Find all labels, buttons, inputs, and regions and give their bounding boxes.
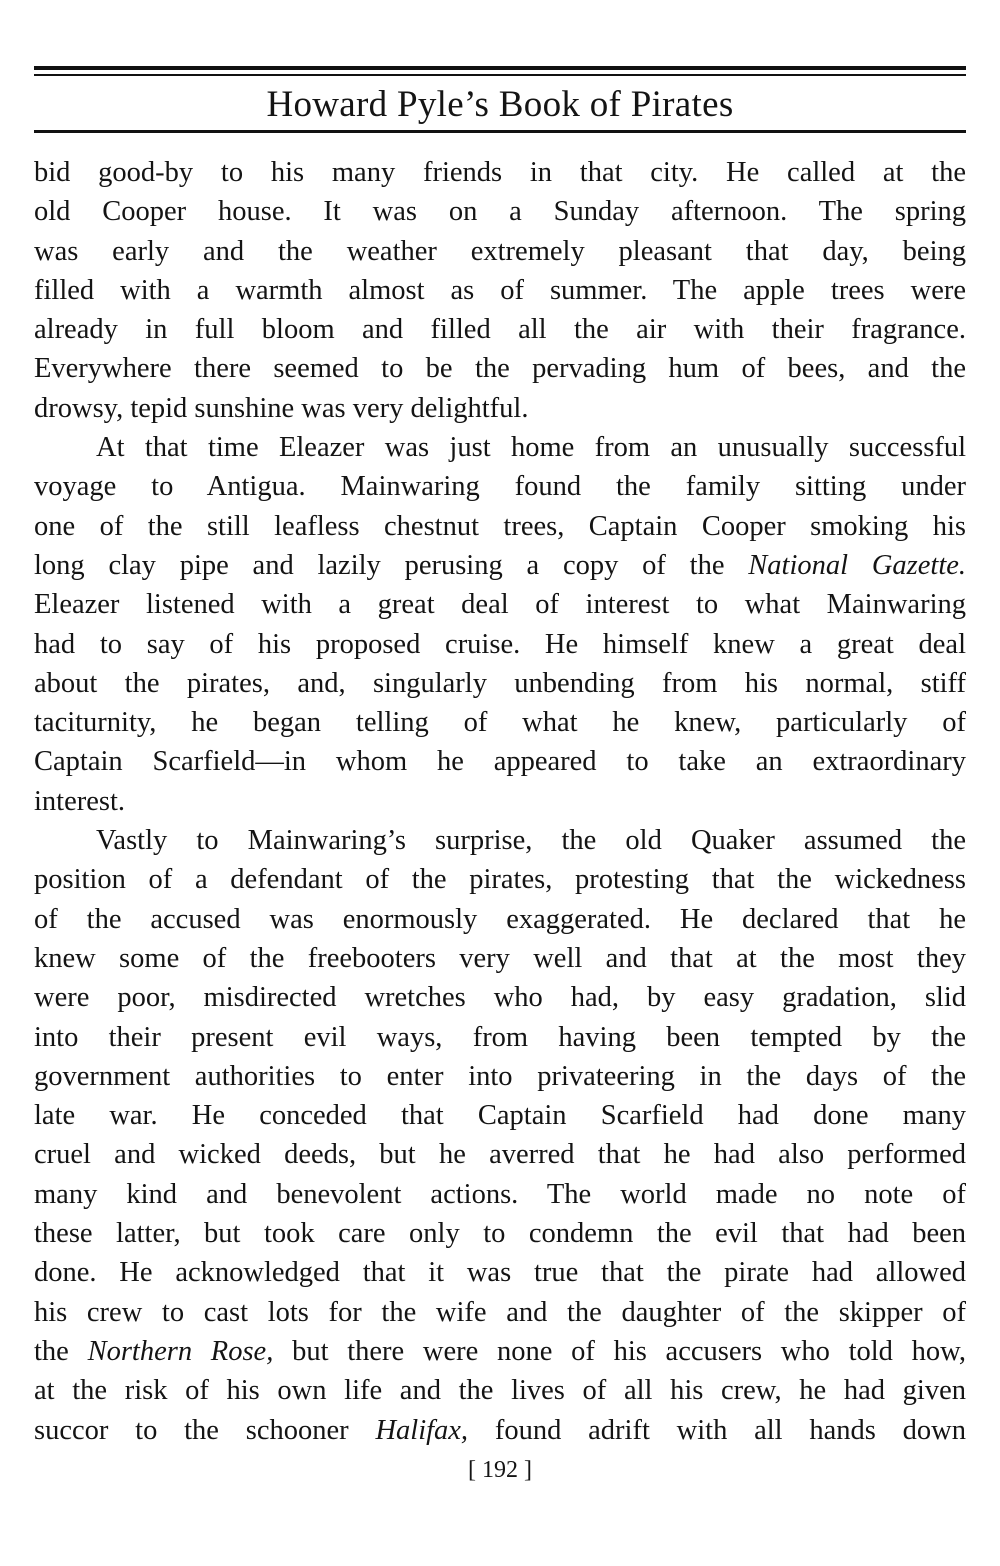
- text-line: old Cooper house. It was on a Sunday afternoon. The spring: [34, 196, 966, 228]
- paragraph-1: [34, 153, 966, 428]
- text-line: these latter, but took care only to condemn the evil that had been: [34, 1218, 966, 1250]
- text-line: of the accused was enormously exaggerated. He declared that he: [34, 903, 966, 935]
- text-line: drowsy, tepid sunshine was very delightful.: [34, 392, 529, 424]
- text-line: at the risk of his own life and the lives of all his crew, he had given: [34, 1375, 966, 1407]
- newspaper-title: National Gazette.: [748, 549, 967, 581]
- text-segment: long clay pipe and lazily perusing a copy of the: [34, 549, 725, 581]
- text-line: Vastly to Mainwaring’s surprise, the old Quaker assumed the: [96, 825, 966, 857]
- text-line: cruel and wicked deeds, but he averred that he had also performed: [34, 1139, 966, 1171]
- text-line: was early and the weather extremely pleasant that day, being: [34, 235, 966, 267]
- text-line: government authorities to enter into privateering in the days of the: [34, 1060, 966, 1092]
- ship-name: Northern Rose,: [87, 1335, 274, 1367]
- text-line: Eleazer listened with a great deal of interest to what Mainwaring: [34, 589, 966, 621]
- header-underline-rule: [34, 130, 966, 133]
- running-title: Howard Pyle’s Book of Pirates: [266, 84, 734, 125]
- paragraph-2: [34, 428, 966, 821]
- text-line: one of the still leafless chestnut trees, Captain Cooper smoking his: [34, 510, 966, 542]
- text-line: about the pirates, and, singularly unbending from his normal, stiff: [34, 667, 966, 699]
- text-line: already in full bloom and filled all the air with their fragrance.: [34, 314, 966, 346]
- text-line: late war. He conceded that Captain Scarfield had done many: [34, 1100, 966, 1132]
- text-line: position of a defendant of the pirates, protesting that the wickedness: [34, 864, 966, 896]
- text-line: done. He acknowledged that it was true that the pirate had allowed: [34, 1257, 966, 1289]
- text-line: into their present evil ways, from having been tempted by the: [34, 1021, 966, 1053]
- text-line: knew some of the freebooters very well and that at the most they: [34, 942, 966, 974]
- text-line: Captain Scarfield—in whom he appeared to take an extraordinary: [34, 746, 966, 778]
- text-line: bid good-by to his many friends in that city. He called at the: [34, 157, 966, 188]
- page-number: [ 192 ]: [468, 1457, 532, 1483]
- text-line-with-title: [34, 546, 966, 585]
- text-line: had to say of his proposed cruise. He himself knew a great deal: [34, 628, 966, 660]
- text-line-with-ship-name: [34, 1411, 966, 1450]
- text-line: interest.: [34, 785, 126, 817]
- text-segment: succor to the schooner: [34, 1414, 349, 1446]
- text-line: Everywhere there seemed to be the pervading hum of bees, and the: [34, 353, 966, 385]
- text-line: voyage to Antigua. Mainwaring found the family sitting under: [34, 471, 966, 503]
- text-segment: found adrift with all hands down: [494, 1414, 967, 1446]
- paragraph-3: [34, 821, 966, 1450]
- ship-name: Halifax,: [375, 1414, 469, 1446]
- text-line: taciturnity, he began telling of what he knew, particularly of: [34, 707, 966, 739]
- body-text: [34, 153, 966, 1450]
- header-rule-thin: [34, 74, 966, 76]
- header-rule-thick: [34, 66, 966, 70]
- text-line: were poor, misdirected wretches who had, by easy gradation, slid: [34, 982, 966, 1014]
- text-line-with-ship-name: [34, 1332, 966, 1371]
- text-segment: but there were none of his accusers who told how,: [292, 1335, 967, 1367]
- text-line: many kind and benevolent actions. The world made no note of: [34, 1178, 966, 1210]
- text-line: his crew to cast lots for the wife and the daughter of the skipper of: [34, 1296, 966, 1328]
- text-segment: the: [34, 1335, 69, 1367]
- text-line: At that time Eleazer was just home from an unusually successful: [96, 432, 966, 464]
- text-line: filled with a warmth almost as of summer. The apple trees were: [34, 274, 966, 306]
